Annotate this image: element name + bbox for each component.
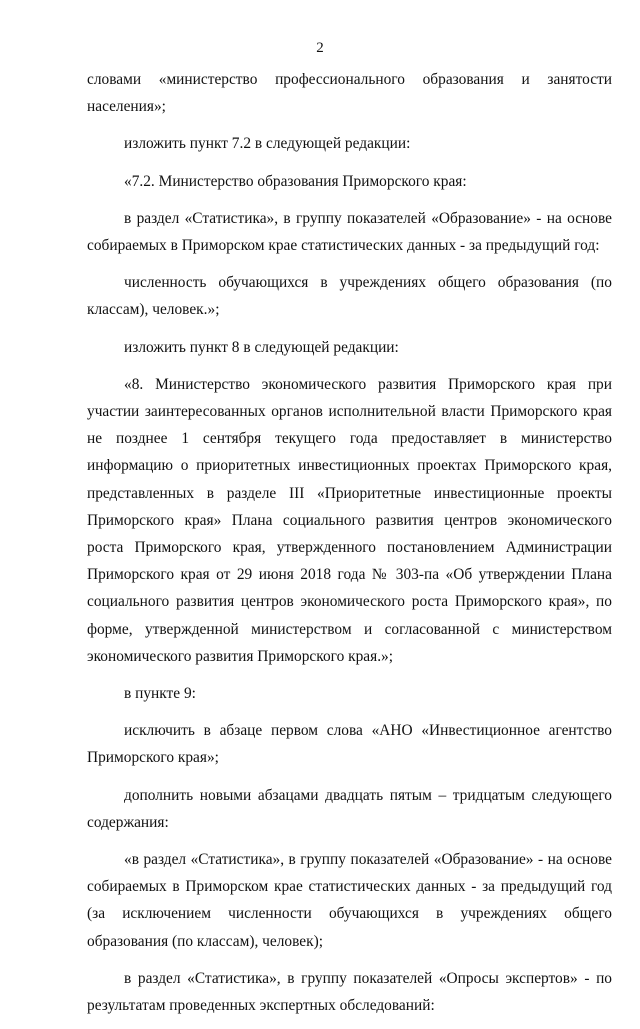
document-body (87, 66, 612, 1029)
paragraph-7: «8. Министерство экономического развития Приморского края при участии заинтересованных органов исполнительной власти Приморского края не позднее 1 сентября текущего года предоставляет в министерство информацию о приоритетных инвестиционных проектах Приморского края, представленных в разделе III «Приоритетные инвестиционные проекты Приморского края» Плана социального развития центров экономического роста Приморского края, утвержденного постановлением Администрации Приморского края от 29 июня 2018 года № 303-па «Об утверждении Плана социального развития центров экономического роста Приморского края», по форме, утвержденной министерством и согласованной с министерством экономического развития Приморского края.»; (87, 375, 612, 665)
paragraph-9: исключить в абзаце первом слова «АНО «Инвестиционное агентство Приморского края»; (87, 722, 612, 767)
page-number: 2 (316, 40, 324, 56)
paragraph-8: в пункте 9: (124, 685, 196, 703)
paragraph-3: «7.2. Министерство образования Приморского края: (124, 172, 467, 190)
paragraph-1: словами «министерство профессионального образования и занятости населения»; (87, 71, 612, 116)
paragraph-11: «в раздел «Статистика», в группу показателей «Образование» - на основе собираемых в Приморском крае статистических данных - за предыдущий год (за исключением численности обучающихся в учреждениях общего образования (по классам), человек); (87, 851, 612, 950)
paragraph-5: численность обучающихся в учреждениях общего образования (по классам), человек.»; (87, 274, 612, 319)
paragraph-6: изложить пункт 8 в следующей редакции: (124, 338, 399, 356)
paragraph-10: дополнить новыми абзацами двадцать пятым – тридцатым следующего содержания: (87, 786, 612, 831)
paragraph-4: в раздел «Статистика», в группу показателей «Образование» - на основе собираемых в Приморском крае статистических данных - за предыдущий год: (87, 209, 612, 255)
paragraph-12: в раздел «Статистика», в группу показателей «Опросы экспертов» - по результатам проведенных экспертных обследований: (87, 969, 612, 1015)
paragraph-2: изложить пункт 7.2 в следующей редакции: (124, 135, 411, 153)
